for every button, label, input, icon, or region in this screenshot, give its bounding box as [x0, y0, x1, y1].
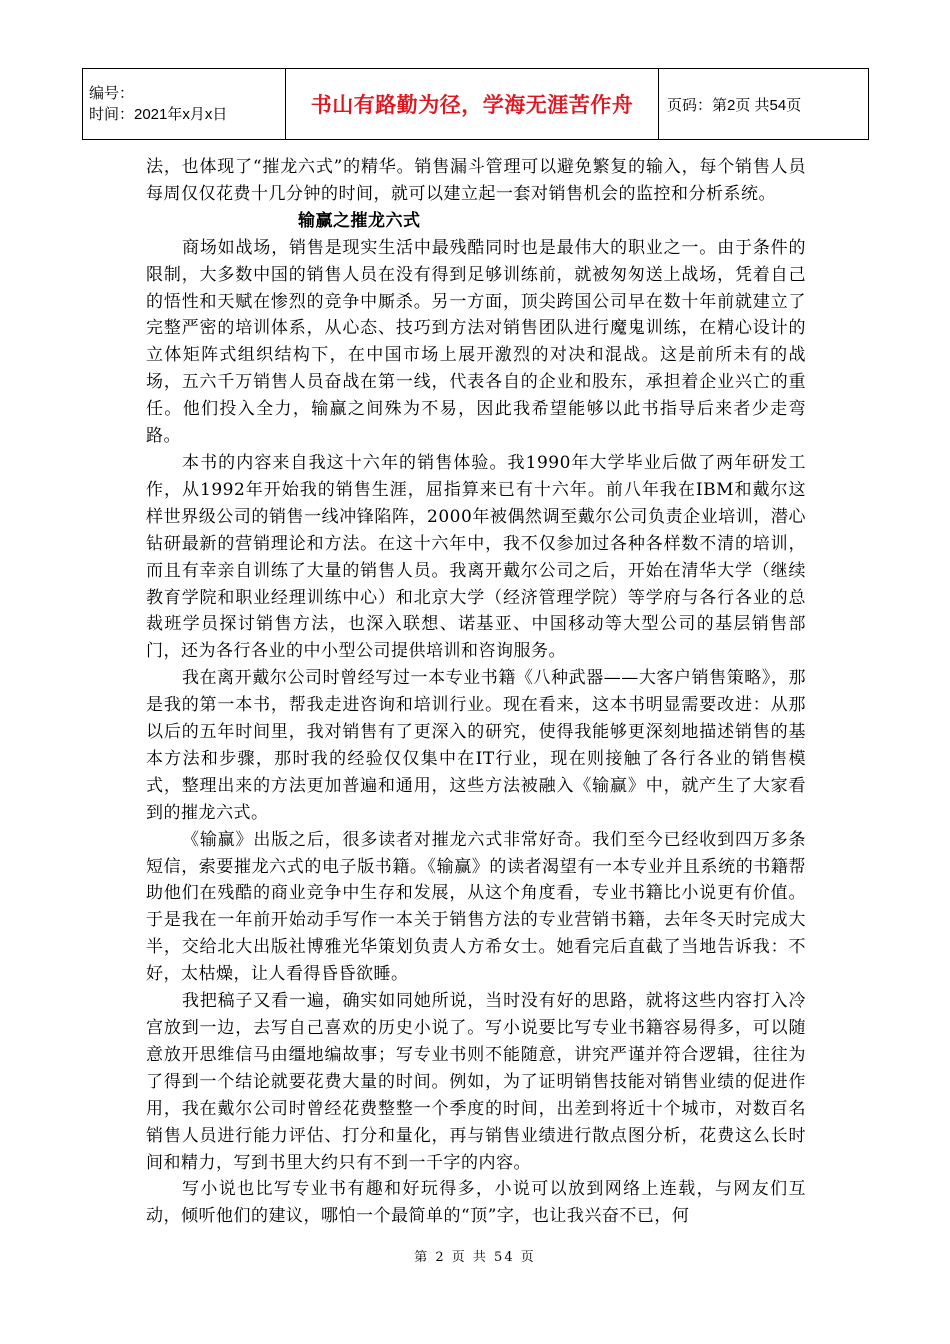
- header-meta-cell: [83, 69, 286, 140]
- paragraph: 本书的内容来自我这十六年的销售体验。我1990年大学毕业后做了两年研发工作，从1992年开始我的销售生涯，屈指算来已有十六年。前八年我在IBM和戴尔这样世界级公司的销售一线冲锋陷阵，2000年被偶然调至戴尔公司负责企业培训，潜心钻研最新的营销理论和方法。在这十六年中，我不仅参加过各种各样数不清的培训，而且有幸亲自训练了大量的销售人员。我离开戴尔公司之后，开始在清华大学（继续教育学院和职业经理训练中心）和北京大学（经济管理学院）等学府与各行各业的总裁班学员探讨销售方法，也深入联想、诺基亚、中国移动等大型公司的基层销售部门，还为各行各业的中小型公司提供培训和咨询服务。: [146, 452, 806, 662]
- paragraph: 我在离开戴尔公司时曾经写过一本专业书籍《八种武器——大客户销售策略》，那是我的第一本书，帮我走进咨询和培训行业。现在看来，这本书明显需要改进：从那以后的五年时间里，我对销售有了更深入的研究，使得我能够更深刻地描述销售的基本方法和步骤，那时我的经验仅仅集中在IT行业，现在则接触了各行各业的销售模式，整理出来的方法更加普遍和通用，这些方法被融入《输赢》中，就产生了大家看到的摧龙六式。: [146, 668, 806, 823]
- document-date: 时间：2021年x月x日: [89, 106, 228, 123]
- paragraph: 商场如战场，销售是现实生活中最残酷同时也是最伟大的职业之一。由于条件的限制，大多数中国的销售人员在没有得到足够训练前，就被匆匆送上战场，凭着自己的悟性和天赋在惨烈的竞争中厮杀。另一方面，顶尖跨国公司早在数十年前就建立了完整严密的培训体系，从心态、技巧到方法对销售团队进行魔鬼训练，在精心设计的立体矩阵式组织结构下，在中国市场上展开激烈的对决和混战。这是前所未有的战场，五六千万销售人员奋战在第一线，代表各自的企业和股东，承担着企业兴亡的重任。他们投入全力，输赢之间殊为不易，因此我希望能够以此书指导后来者少走弯路。: [146, 237, 806, 447]
- document-body: [146, 154, 806, 1230]
- page-footer: 第 2 页 共 54 页: [414, 1250, 536, 1265]
- header-page-info: 页码：第2页 共54页: [659, 69, 869, 140]
- paragraph-continued: 法，也体现了“摧龙六式”的精华。销售漏斗管理可以避免繁复的输入，每个销售人员每周仅仅花费十几分钟的时间，就可以建立起一套对销售机会的监控和分析系统。: [146, 157, 806, 204]
- paragraph: 《输赢》出版之后，很多读者对摧龙六式非常好奇。我们至今已经收到四万多条短信，索要摧龙六式的电子版书籍。《输赢》的读者渴望有一本专业并且系统的书籍帮助他们在残酷的商业竞争中生存和发展，从这个角度看，专业书籍比小说更有价值。于是我在一年前开始动手写作一本关于销售方法的专业营销书籍，去年冬天时完成大半，交给北大出版社博雅光华策划负责人方希女士。她看完后直截了当地告诉我：不好，太枯燥，让人看得昏昏欲睡。: [146, 829, 806, 985]
- section-heading: 输赢之摧龙六式: [298, 210, 421, 231]
- header-motto: 书山有路勤为径，学海无涯苦作舟: [286, 69, 659, 140]
- page-header: [82, 68, 869, 140]
- paragraph: 我把稿子又看一遍，确实如同她所说，当时没有好的思路，就将这些内容打入冷宫放到一边，去写自己喜欢的历史小说了。写小说要比写专业书籍容易得多，可以随意放开思维信马由缰地编故事；写专业书则不能随意，讲究严谨并符合逻辑，往往为了得到一个结论就要花费大量的时间。例如，为了证明销售技能对销售业绩的促进作用，我在戴尔公司时曾经花费整整一个季度的时间，出差到将近十个城市，对数百名销售人员进行能力评估、打分和量化，再与销售业绩进行散点图分析，花费这么长时间和精力，写到书里大约只有不到一千字的内容。: [146, 991, 806, 1173]
- paragraph: 写小说也比写专业书有趣和好玩得多，小说可以放到网络上连载，与网友们互动，倾听他们的建议，哪怕一个最简单的“顶”字，也让我兴奋不已，何: [146, 1179, 806, 1227]
- document-number-label: 编号：: [89, 85, 135, 102]
